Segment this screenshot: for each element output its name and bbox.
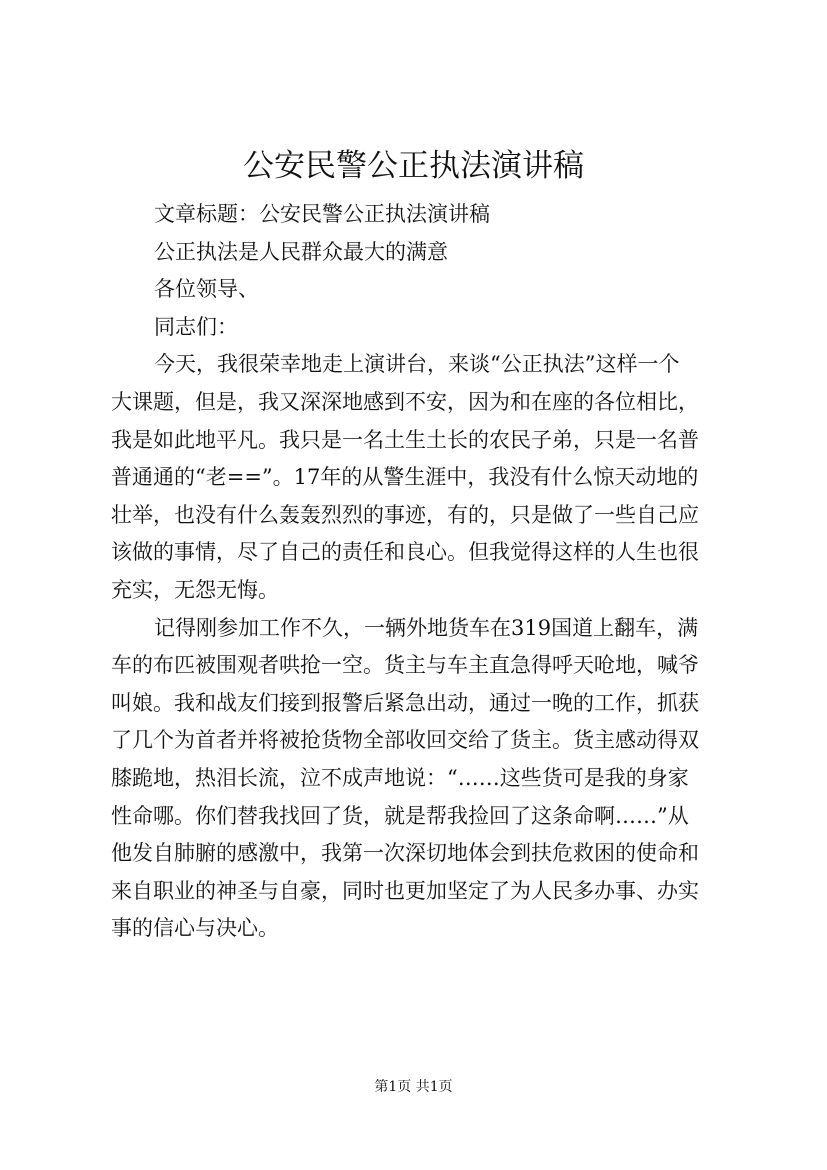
body-line: 他发自肺腑的感激中，我第一次深切地体会到扶危救困的使命和: [111, 841, 699, 866]
body-line: 来自职业的神圣与自豪，同时也更加坚定了为人民多办事、办实: [111, 878, 699, 903]
body-line: 文章标题：公安民警公正执法演讲稿: [154, 202, 490, 226]
body-line: 大课题，但是，我又深深地感到不安，因为和在座的各位相比，: [111, 389, 699, 414]
body-line: 事的信心与决心。: [111, 916, 279, 941]
body-line: 公正执法是人民群众最大的满意: [154, 239, 448, 264]
body-line: 车的布匹被围观者哄抢一空。货主与车主直急得呼天呛地，喊爷: [111, 653, 699, 678]
body-line: 了几个为首者并将被抢货物全部收回交给了货主。货主感动得双: [111, 728, 699, 753]
body-line: 叫娘。我和战友们接到报警后紧急出动，通过一晚的工作，抓获: [111, 690, 699, 715]
body-line: 膝跪地，热泪长流，泣不成声地说：“……这些货可是我的身家: [111, 765, 689, 790]
body-line: 充实，无怨无悔。: [111, 577, 279, 602]
body-line: 壮举，也没有什么轰轰烈烈的事迹，有的，只是做了一些自己应: [111, 502, 699, 527]
document-body: [111, 196, 739, 948]
body-line: 今天，我很荣幸地走上演讲台，来谈“公正执法”这样一个: [154, 352, 680, 377]
body-line: 记得刚参加工作不久，一辆外地货车在319国道上翻车，满: [154, 615, 699, 640]
body-line: 各位领导、: [154, 277, 259, 302]
document-title: 公安民警公正执法演讲稿: [243, 148, 584, 184]
body-line: 该做的事情，尽了自己的责任和良心。但我觉得这样的人生也很: [111, 540, 699, 565]
body-line: 我是如此地平凡。我只是一名土生土长的农民子弟，只是一名普: [111, 427, 699, 452]
body-line: 普通通的“老==”。17年的从警生涯中，我没有什么惊天动地的: [111, 465, 699, 490]
body-line: 同志们：: [154, 314, 238, 339]
body-line: 性命哪。你们替我找回了货，就是帮我捡回了这条命啊……”从: [111, 803, 689, 828]
page-footer: 第1页 共1页: [374, 1079, 453, 1095]
